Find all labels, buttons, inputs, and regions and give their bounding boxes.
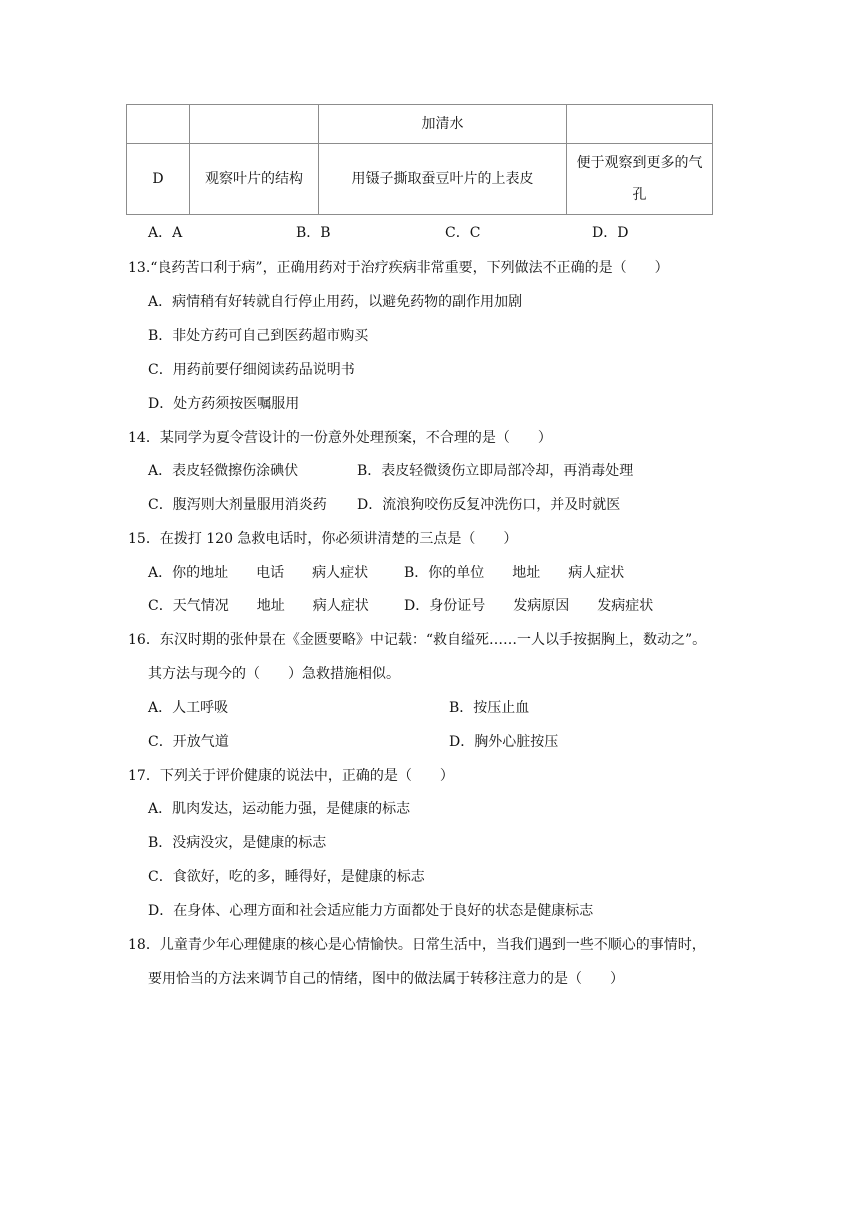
reason-cell — [567, 144, 713, 215]
q14-option-a[interactable]: A．表皮轻微擦伤涂碘伏 — [148, 463, 299, 479]
table-cell — [127, 105, 190, 144]
q14-option-c[interactable]: C．腹泻则大剂量服用消炎药 — [148, 497, 327, 513]
question-13-stem: 13.“良药苦口利于病”，正确用药对于治疗疾病非常重要，下列做法不正确的是（ ） — [128, 260, 669, 276]
table-cell: 加清水 — [319, 105, 567, 144]
q16-option-a[interactable]: A．人工呼吸 — [148, 700, 229, 716]
question-16-stem: 16．东汉时期的张仲景在《金匮要略》中记载：“救自缢死……一人以手按据胸上，数动之”。 — [128, 632, 707, 648]
table-row — [127, 105, 713, 144]
q13-option-d[interactable]: D．处方药须按医嘱服用 — [148, 396, 300, 412]
reason-line-2: 孔 — [632, 187, 647, 203]
experiment-table — [126, 104, 713, 215]
table-cell — [190, 105, 319, 144]
q14-option-d[interactable]: D．流浪狗咬伤反复冲洗伤口，并及时就医 — [357, 497, 621, 513]
q15-option-b[interactable]: B．你的单位 地址 病人症状 — [404, 565, 625, 581]
q13-option-a[interactable]: A．病情稍有好转就自行停止用药，以避免药物的副作用加剧 — [148, 294, 523, 310]
q15-option-a[interactable]: A．你的地址 电话 病人症状 — [148, 565, 369, 581]
q15-option-c[interactable]: C．天气情况 地址 病人症状 — [148, 598, 369, 614]
q15-option-d[interactable]: D．身份证号 发病原因 发病症状 — [404, 598, 654, 614]
table-cell — [567, 105, 713, 144]
q12-option-b[interactable]: B．B — [296, 225, 331, 241]
question-17-stem: 17．下列关于评价健康的说法中，正确的是（ ） — [128, 768, 454, 784]
q12-option-d[interactable]: D．D — [592, 225, 629, 241]
question-18-stem-cont: 要用恰当的方法来调节自己的情绪，图中的做法属于转移注意力的是（ ） — [148, 971, 624, 987]
question-18-stem: 18．儿童青少年心理健康的核心是心情愉快。日常生活中，当我们遇到一些不顺心的事情时， — [128, 937, 706, 953]
q17-option-d[interactable]: D．在身体、心理方面和社会适应能力方面都处于良好的状态是健康标志 — [148, 903, 594, 919]
operation-cell: 用镊子撕取蚕豆叶片的上表皮 — [319, 144, 567, 215]
q13-option-b[interactable]: B．非处方药可自己到医药超市购买 — [148, 328, 369, 344]
q17-option-c[interactable]: C．食欲好，吃的多，睡得好，是健康的标志 — [148, 869, 425, 885]
q14-option-b[interactable]: B．表皮轻微烫伤立即局部冷却，再消毒处理 — [357, 463, 634, 479]
purpose-cell: 观察叶片的结构 — [190, 144, 319, 215]
reason-line-1: 便于观察到更多的气 — [576, 155, 703, 171]
question-15-stem: 15．在拨打 120 急救电话时，你必须讲清楚的三点是（ ） — [128, 531, 518, 547]
question-16-stem-cont: 其方法与现今的（ ）急救措施相似。 — [148, 666, 400, 682]
q12-option-a[interactable]: A．A — [148, 225, 183, 241]
row-label: D — [127, 144, 190, 215]
table-row — [127, 144, 713, 215]
q13-option-c[interactable]: C．用药前要仔细阅读药品说明书 — [148, 362, 355, 378]
q17-option-a[interactable]: A．肌肉发达，运动能力强，是健康的标志 — [148, 801, 411, 817]
q17-option-b[interactable]: B．没病没灾，是健康的标志 — [148, 835, 327, 851]
q16-option-c[interactable]: C．开放气道 — [148, 734, 229, 750]
q12-option-c[interactable]: C．C — [445, 225, 481, 241]
question-14-stem: 14．某同学为夏令营设计的一份意外处理预案，不合理的是（ ） — [128, 430, 552, 446]
q16-option-d[interactable]: D．胸外心脏按压 — [449, 734, 559, 750]
q16-option-b[interactable]: B．按压止血 — [449, 700, 530, 716]
